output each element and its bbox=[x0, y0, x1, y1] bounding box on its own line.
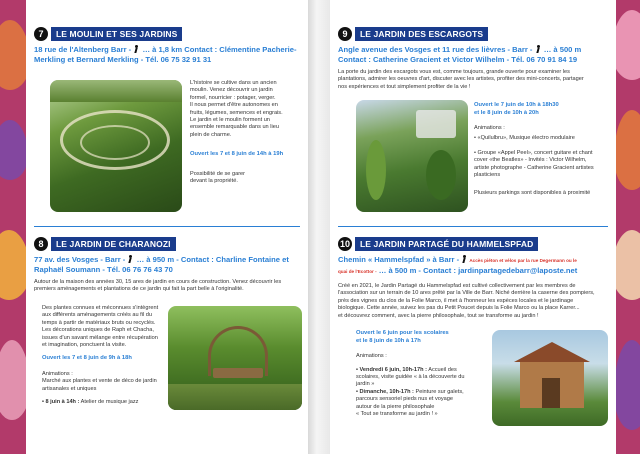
address-contact: Chemin « Hammelspfad » à Barr - Accès piéton et vélos par la rue Degermann ou le quai de l'Ecottor - … à 500 m - Contact : jardinpartagedebarr@laposte.net bbox=[338, 255, 578, 275]
pedestrian-icon bbox=[127, 255, 134, 263]
garden-photo bbox=[168, 306, 302, 410]
section-number: 7 bbox=[34, 27, 48, 41]
left-page bbox=[26, 0, 308, 454]
address-contact: Angle avenue des Vosges et 11 rue des lièvres - Barr - … à 500 m Contact : Catherine Gracient et Victor Wilhelm - Tél. 06 70 91 84 19 bbox=[338, 45, 582, 64]
address-contact: 18 rue de l'Altenberg Barr - … à 1,8 km Contact : Clémentine Pacherie- Merkling et Bernard Merkling - Tél. 06 75 32 91 31 bbox=[34, 45, 297, 64]
section-number: 9 bbox=[338, 27, 352, 41]
section-escargots: 9 LE JARDIN DES ESCARGOTS Angle avenue des Vosges et 11 rue des lièvres - Barr - … à 500 m Contact : Catherine Gracient et Victor Wilhelm - Tél. 06 70 91 84 19 La porte du jardin des escargots vous est, comme toujours, grande ouverte pour examiner les plantations, admirer les oeuvres d'art, discuter avec les artistes, profiter des mini-concerts, partager nos expériences et tout simplement profiter de la vie ! bbox=[330, 26, 616, 91]
section-number: 8 bbox=[34, 237, 48, 251]
decorative-leaf bbox=[614, 340, 640, 430]
address-contact: 77 av. des Vosges - Barr - … à 950 m - Contact : Charline Fontaine et Raphaël Soumann - Tél. 06 76 76 43 70 bbox=[34, 255, 289, 274]
description: L'histoire se cultive dans un ancien moulin. Venez découvrir un jardin formel, nourricier : potager, verger. Il nous permet d'être autonomes en fruits, légumes, semences et engrais. Le jardin et le moulin forment un ensemble remarquable dans un lieu plein de charme. Ouvert les 7 et 8 juin de 14h à 19h Possibilité de se garer devant la propriété. bbox=[190, 80, 302, 186]
right-page bbox=[330, 0, 616, 454]
opening-hours: Ouvert les 7 et 8 juin de 9h à 18h bbox=[42, 355, 132, 362]
pedestrian-icon bbox=[535, 45, 542, 53]
description: Des plantes connues et méconnues s'intègrent aux différents aménagements créés au fil du temps à partir de matériaux bruts ou recyclés. Les décorations uniques de Raph et Chacha, issues d'un savant mélange entre récupération et imagination, ponctuent la visite. Ouvert les 7 et 8 juin de 9h à 18h Animations : Marché aux plantes et vente de déco de jardin artisanales et uniques • 8 juin à 14h : Atelier de musique jazz bbox=[42, 305, 182, 407]
section-title: LE JARDIN DES ESCARGOTS bbox=[355, 27, 488, 41]
details: Ouvert le 7 juin de 10h à 18h30 et le 8 juin de 10h à 20h Animations : • «Quilulbru», Musique électro modulaire • Groupe «Appel Peel», concert guitare et chant cover «the Beatles» - Invités : Victor Wilhelm, artiste photographe - Catherine Gracient artistes plasticiens Plusieurs parkings sont disponibles à proximité bbox=[474, 102, 610, 197]
decorative-leaf bbox=[0, 120, 28, 180]
garden-photo bbox=[356, 100, 468, 212]
section-number: 10 bbox=[339, 239, 350, 249]
opening-hours: Ouvert le 7 juin de 10h à 18h30 bbox=[474, 102, 559, 108]
decorative-leaf bbox=[612, 230, 640, 300]
details: Ouvert le 6 juin pour les scolaires et le 8 juin de 10h à 17h Animations : • Vendredi 6 juin, 10h-17h : Accueil des scolaires, visite guidée « à la découverte du jardin » • Dimanche, 10h-17h : Peinture sur galets, parcours sensoriel pieds nus et voyage autour de la pierre philosophale « Tout se transforme au jardin ! » bbox=[356, 330, 486, 418]
section-title: LE MOULIN ET SES JARDINS bbox=[51, 27, 182, 41]
pedestrian-icon bbox=[133, 45, 140, 53]
garden-shed-photo bbox=[492, 330, 608, 426]
section-moulin bbox=[26, 26, 308, 69]
divider bbox=[338, 226, 608, 227]
page-gutter bbox=[308, 0, 330, 454]
section-charanozi: 8 LE JARDIN DE CHARANOZI 77 av. des Vosges - Barr - … à 950 m - Contact : Charline Fontaine et Raphaël Soumann - Tél. 06 76 76 43 70 Autour de la maison des années 30, 15 ares de jardin en cours de construction. Venez découvrir les premiers aménagements et plantations de ce jardin qui fait la part belle à l'originalité. bbox=[26, 236, 308, 294]
section-title: LE JARDIN PARTAGÉ DU HAMMELSPFAD bbox=[355, 237, 538, 251]
garden-photo bbox=[50, 80, 182, 212]
opening-hours: Ouvert le 6 juin pour les scolaires bbox=[356, 330, 449, 336]
pedestrian-icon bbox=[461, 255, 468, 263]
decorative-leaf bbox=[612, 10, 640, 80]
opening-hours: Ouvert les 7 et 8 juin de 14h à 19h bbox=[190, 151, 284, 158]
section-hammelspfad: 10 LE JARDIN PARTAGÉ DU HAMMELSPFAD Chemin « Hammelspfad » à Barr - Accès piéton et vélos par la rue Degermann ou le quai de l'Ecottor - … à 500 m - Contact : jardinpartagedebarr@laposte.net Créé en 2021, le Jardin Partagé du Hammelspfad est cultivé collectivement par les membres de l'association sur un terrain de 10 ares prêté par la Ville de Barr. Niché derrière la caserne des pompiers, près des vignes du clos de la Folie Marco, il met à l'honneur les espèces locales et le jardinage biologique. Cette année, suivez les pas du Petit Poucet depuis la Folie Marco ou la place Karrer... et découvrez comment, avec la pierre philosophale, tout se transforme au jardin ! bbox=[330, 236, 616, 320]
section-title: LE JARDIN DE CHARANOZI bbox=[51, 237, 176, 251]
decorative-leaf bbox=[614, 110, 640, 190]
divider bbox=[34, 226, 300, 227]
